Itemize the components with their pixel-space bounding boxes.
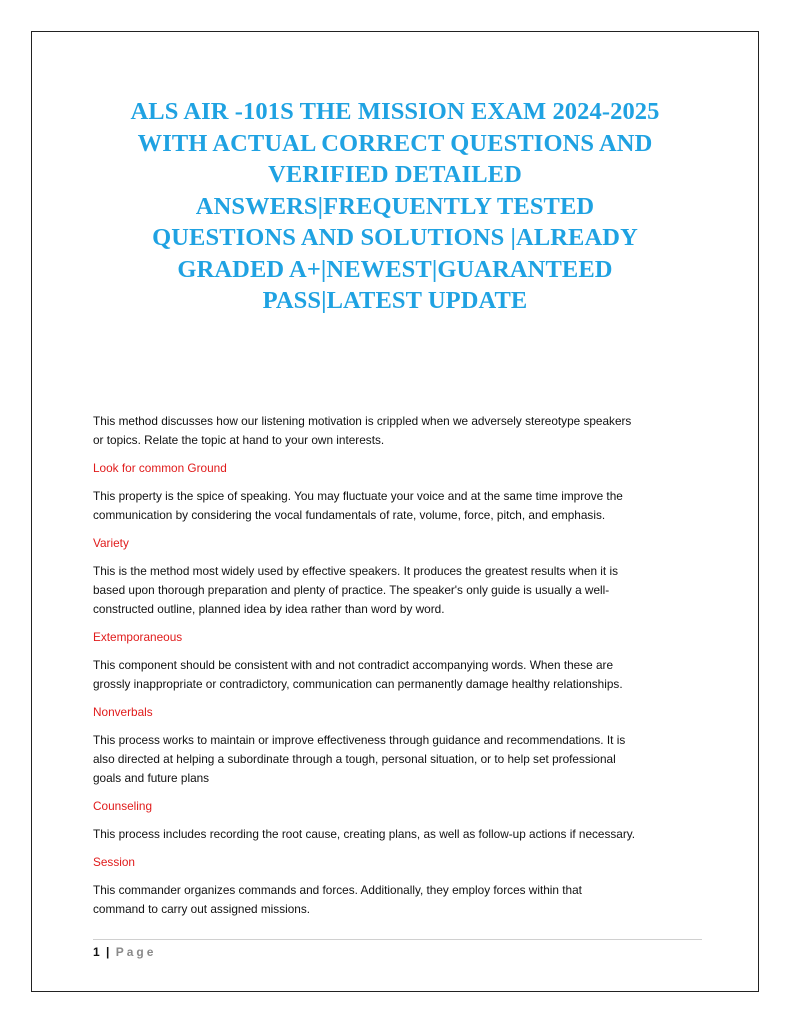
answer-term: Nonverbals [93, 705, 153, 719]
question-line: also directed at helping a subordinate through a tough, personal situation, or to help set professional [93, 752, 616, 766]
question-line: This process works to maintain or improve effectiveness through guidance and recommendations. It is [93, 733, 626, 747]
page-number: 1 [93, 945, 100, 959]
answer-term: Counseling [93, 799, 153, 813]
footer-divider [93, 939, 702, 940]
title-line: WITH ACTUAL CORRECT QUESTIONS AND [137, 129, 653, 157]
title-line: VERIFIED DETAILED [268, 161, 522, 188]
question-text [93, 731, 705, 788]
title-line: QUESTIONS AND SOLUTIONS |ALREADY [152, 224, 638, 251]
question-line: command to carry out assigned missions. [93, 902, 311, 916]
page-label: Page [115, 945, 157, 959]
document-title [60, 96, 730, 317]
question-line: This commander organizes commands and forces. Additionally, they employ forces within that [93, 883, 582, 897]
question-line: This process includes recording the root cause, creating plans, as well as follow-up actions if necessary. [93, 827, 636, 841]
answer-term: Variety [93, 536, 129, 550]
answer-term: Extemporaneous [93, 630, 183, 644]
title-line: PASS|LATEST UPDATE [262, 287, 528, 314]
question-text [93, 412, 705, 450]
question-line: This is the method most widely used by effective speakers. It produces the greatest results when it is [93, 564, 618, 578]
question-line: or topics. Relate the topic at hand to your own interests. [93, 433, 385, 447]
question-line: This component should be consistent with and not contradict accompanying words. When these are [93, 658, 614, 672]
page-footer [93, 943, 156, 961]
question-text [93, 487, 705, 525]
question-line: This method discusses how our listening motivation is crippled when we adversely stereotype speakers [93, 414, 632, 428]
question-text [93, 656, 705, 694]
footer-separator: | [106, 945, 110, 959]
answer-term: Session [93, 855, 135, 869]
question-text [93, 562, 705, 619]
document-body [93, 412, 705, 928]
title-line: GRADED A+|NEWEST|GUARANTEED [177, 255, 613, 283]
question-text [93, 825, 705, 844]
question-line: grossly inappropriate or contradictory, communication can permanently damage healthy relationships. [93, 677, 623, 691]
title-line: ANSWERS|FREQUENTLY TESTED [195, 192, 595, 220]
question-line: constructed outline, planned idea by idea rather than word by word. [93, 602, 445, 616]
question-line: communication by considering the vocal fundamentals of rate, volume, force, pitch, and emphasis. [93, 508, 606, 522]
answer-term: Look for common Ground [93, 461, 227, 475]
question-line: based upon thorough preparation and plenty of practice. The speaker's only guide is usually a well- [93, 583, 610, 597]
question-line: This property is the spice of speaking. You may fluctuate your voice and at the same time improve the [93, 489, 623, 503]
question-text [93, 881, 705, 919]
question-line: goals and future plans [93, 771, 210, 785]
title-line: ALS AIR -101S THE MISSION EXAM 2024-2025 [130, 98, 660, 125]
